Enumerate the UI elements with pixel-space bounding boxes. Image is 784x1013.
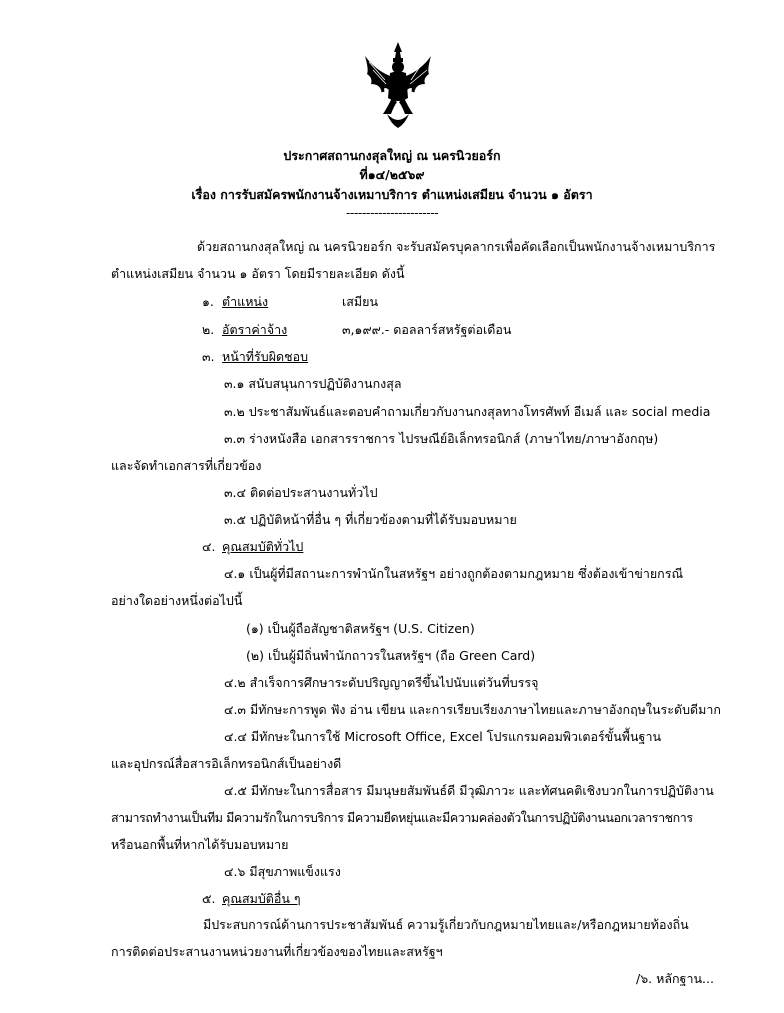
qualification-item: ๔.๖ มีสุขภาพแข็งแรง	[224, 864, 341, 879]
intro-line-1: ด้วยสถานกงสุลใหญ่ ณ นครนิวยอร์ก จะรับสมัครบุคลากรเพื่อคัดเลือกเป็นพนักงานจ้างเหมาบริการ	[197, 239, 716, 254]
duty-item: ๓.๑ สนับสนุนการปฏิบัติงานกงสุล	[224, 376, 402, 391]
section-1-number: ๑.	[202, 294, 214, 309]
duty-item: ๓.๓ ร่างหนังสือ เอกสารราชการ ไปรษณีย์อิเล็กทรอนิกส์ (ภาษาไทย/ภาษาอังกฤษ)	[224, 431, 659, 446]
garuda-emblem-icon	[361, 40, 435, 130]
continuation-note: /๖. หลักฐาน...	[636, 971, 714, 986]
section-1-value: เสมียน	[342, 294, 379, 309]
section-1-label: ตำแหน่ง	[222, 294, 269, 309]
qualification-item-continuation: สามารถทำงานเป็นทีม มีความรักในการบริการ มีความยืดหยุ่นและมีความคล่องตัวในการปฏิบัติงานนอกเวลาราชการ	[111, 810, 693, 825]
qualification-item-continuation: และอุปกรณ์สื่อสารอิเล็กทรอนิกส์เป็นอย่างดี	[111, 756, 342, 771]
section-3-number: ๓.	[202, 349, 215, 364]
duty-item-continuation: และจัดทำเอกสารที่เกี่ยวข้อง	[111, 458, 262, 473]
document-subject: เรื่อง การรับสมัครพนักงานจ้างเหมาบริการ ตำแหน่งเสมียน จำนวน ๑ อัตรา	[191, 187, 593, 202]
duty-item: ๓.๔ ติดต่อประสานงานทั่วไป	[224, 485, 378, 500]
section-3-label: หน้าที่รับผิดชอบ	[222, 349, 309, 364]
section-5-label: คุณสมบัติอื่น ๆ	[222, 891, 301, 906]
section-2-label: อัตราค่าจ้าง	[222, 322, 288, 337]
section-5-number: ๕.	[202, 891, 216, 906]
header-separator: -----------------------	[345, 205, 439, 220]
qualification-item-continuation: หรือนอกพื้นที่หากได้รับมอบหมาย	[111, 837, 289, 852]
intro-line-2: ตำแหน่งเสมียน จำนวน ๑ อัตรา โดยมีรายละเอียด ดังนี้	[111, 266, 405, 281]
qualification-subitem: (๒) เป็นผู้มีถิ่นพำนักถาวรในสหรัฐฯ (ถือ Green Card)	[246, 648, 536, 663]
qualification-item: ๔.๔ มีทักษะในการใช้ Microsoft Office, Excel โปรแกรมคอมพิวเตอร์ขั้นพื้นฐาน	[224, 729, 662, 744]
document-title: ประกาศสถานกงสุลใหญ่ ณ นครนิวยอร์ก	[283, 148, 501, 163]
qualification-item: ๔.๒ สำเร็จการศึกษาระดับปริญญาตรีขึ้นไปนับแต่วันที่บรรจุ	[224, 675, 539, 690]
qualification-item: ๔.๑ เป็นผู้ที่มีสถานะการพำนักในสหรัฐฯ อย่างถูกต้องตามกฎหมาย ซึ่งต้องเข้าข่ายกรณี	[224, 566, 684, 581]
duty-item: ๓.๕ ปฏิบัติหน้าที่อื่น ๆ ที่เกี่ยวข้องตามที่ได้รับมอบหมาย	[224, 512, 517, 527]
document-number: ที่๑๔/๒๕๖๙	[359, 167, 425, 182]
qualification-item: ๔.๓ มีทักษะการพูด ฟัง อ่าน เขียน และการเรียบเรียงภาษาไทยและภาษาอังกฤษในระดับดีมาก	[224, 702, 721, 717]
other-qualification-line: มีประสบการณ์ด้านการประชาสัมพันธ์ ความรู้เกี่ยวกับกฎหมายไทยและ/หรือกฎหมายท้องถิ่น	[203, 917, 689, 932]
section-4-label: คุณสมบัติทั่วไป	[222, 539, 304, 554]
other-qualification-line: การติดต่อประสานงานหน่วยงานที่เกี่ยวข้องของไทยและสหรัฐฯ	[111, 944, 443, 959]
section-4-number: ๔.	[202, 539, 216, 554]
section-2-value: ๓,๑๙๙.- ดอลลาร์สหรัฐต่อเดือน	[342, 322, 512, 337]
qualification-item-continuation: อย่างใดอย่างหนึ่งต่อไปนี้	[111, 593, 243, 608]
qualification-item: ๔.๕ มีทักษะในการสื่อสาร มีมนุษยสัมพันธ์ดี มีวุฒิภาวะ และทัศนคติเชิงบวกในการปฏิบัติงาน	[224, 783, 714, 798]
qualification-subitem: (๑) เป็นผู้ถือสัญชาติสหรัฐฯ (U.S. Citizen)	[246, 621, 475, 636]
section-2-number: ๒.	[202, 322, 215, 337]
duty-item: ๓.๒ ประชาสัมพันธ์และตอบคำถามเกี่ยวกับงานกงสุลทางโทรศัพท์ อีเมล์ และ social media	[224, 404, 711, 419]
